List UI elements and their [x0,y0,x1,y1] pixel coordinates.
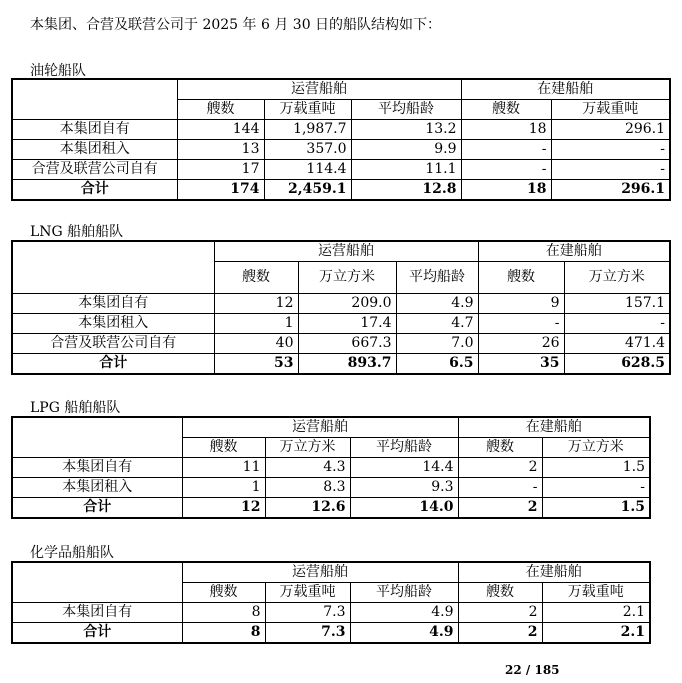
table-header-empty [12,241,214,294]
column-header: 艘数 [214,262,298,294]
page-current: 22 [505,663,522,677]
total-label: 合计 [12,354,214,375]
cell: 13 [177,140,264,160]
cell: 2 [458,603,542,623]
page-number [505,663,560,677]
column-header: 平均船龄 [396,262,478,294]
total-cell: 296.1 [551,180,670,201]
cell: 1.5 [542,458,650,478]
group-header-building: 在建船舶 [458,417,650,438]
row-label: 本集团租入 [12,314,214,334]
group-header-building: 在建船舶 [478,241,670,262]
table-row [12,478,650,498]
column-header: 艘数 [182,438,265,458]
cell: - [461,160,551,180]
group-header-operating: 运营船舶 [214,241,478,262]
lng-fleet-title: LNG 船舶船队 [30,224,124,240]
lng-fleet-table [11,240,671,375]
column-header: 万载重吨 [542,583,650,603]
table-row [12,458,650,478]
column-header: 万载重吨 [264,100,351,120]
table-total-row [12,498,650,519]
cell: 144 [177,120,264,140]
total-cell: 893.7 [298,354,396,375]
column-header: 万载重吨 [551,100,670,120]
intro-text: 本集团、合营及联营公司于 2025 年 6 月 30 日的船队结构如下： [30,17,442,33]
table-row [12,160,670,180]
chem-fleet-table [11,561,651,644]
total-cell: 12 [182,498,265,519]
column-header: 万立方米 [265,438,350,458]
cell: 4.7 [396,314,478,334]
table-header-empty [12,562,182,603]
total-cell: 2 [458,623,542,644]
cell: 11.1 [351,160,461,180]
lpg-fleet-title: LPG 船舶船队 [30,400,121,416]
total-label: 合计 [12,180,177,201]
table-header-empty [12,79,177,120]
page-separator: / [525,663,531,677]
cell: - [551,160,670,180]
cell: 9.3 [350,478,458,498]
table-header-empty [12,417,182,458]
cell: 8.3 [265,478,350,498]
table-row [12,294,670,314]
table-row [12,334,670,354]
cell: - [551,140,670,160]
row-label: 本集团自有 [12,603,182,623]
row-label: 合营及联营公司自有 [12,334,214,354]
cell: 7.3 [265,603,350,623]
group-header-operating: 运营船舶 [182,562,458,583]
cell: - [542,478,650,498]
column-header: 平均船龄 [350,438,458,458]
total-cell: 8 [182,623,265,644]
row-label: 本集团租入 [12,140,177,160]
cell: 17.4 [298,314,396,334]
column-header: 万立方米 [564,262,670,294]
column-header: 艘数 [177,100,264,120]
total-cell: 1.5 [542,498,650,519]
column-header: 平均船龄 [351,100,461,120]
total-cell: 18 [461,180,551,201]
row-label: 本集团自有 [12,294,214,314]
total-cell: 2,459.1 [264,180,351,201]
table-row [12,120,670,140]
cell: - [478,314,564,334]
table-row [12,314,670,334]
group-header-building: 在建船舶 [458,562,650,583]
column-header: 艘数 [458,438,542,458]
total-cell: 53 [214,354,298,375]
row-label: 合营及联营公司自有 [12,160,177,180]
column-header: 艘数 [182,583,265,603]
cell: 1,987.7 [264,120,351,140]
cell: 4.9 [396,294,478,314]
column-header: 艘数 [478,262,564,294]
page-total: 185 [534,663,560,677]
cell: 17 [177,160,264,180]
oil-fleet-title: 油轮船队 [30,63,86,79]
cell: 26 [478,334,564,354]
column-header: 万载重吨 [265,583,350,603]
cell: 7.0 [396,334,478,354]
cell: 40 [214,334,298,354]
cell: 157.1 [564,294,670,314]
cell: 14.4 [350,458,458,478]
cell: 4.9 [350,603,458,623]
cell: 18 [461,120,551,140]
cell: 12 [214,294,298,314]
total-cell: 12.6 [265,498,350,519]
oil-fleet-table [11,78,671,201]
group-header-building: 在建船舶 [461,79,670,100]
row-label: 本集团租入 [12,478,182,498]
total-label: 合计 [12,498,182,519]
total-cell: 12.8 [351,180,461,201]
table-row [12,603,650,623]
total-cell: 6.5 [396,354,478,375]
cell: 4.3 [265,458,350,478]
cell: 1 [214,314,298,334]
table-total-row [12,180,670,201]
cell: - [564,314,670,334]
cell: 8 [182,603,265,623]
table-row [12,140,670,160]
chem-fleet-title: 化学品船船队 [30,545,114,561]
total-cell: 2.1 [542,623,650,644]
cell: 114.4 [264,160,351,180]
table-total-row [12,354,670,375]
cell: 1 [182,478,265,498]
row-label: 本集团自有 [12,120,177,140]
row-label: 本集团自有 [12,458,182,478]
total-cell: 14.0 [350,498,458,519]
column-header: 万立方米 [542,438,650,458]
table-total-row [12,623,650,644]
cell: 11 [182,458,265,478]
total-cell: 2 [458,498,542,519]
cell: 9 [478,294,564,314]
cell: 296.1 [551,120,670,140]
cell: 2.1 [542,603,650,623]
cell: - [461,140,551,160]
column-header: 万立方米 [298,262,396,294]
column-header: 平均船龄 [350,583,458,603]
cell: 2 [458,458,542,478]
cell: - [458,478,542,498]
total-cell: 7.3 [265,623,350,644]
cell: 209.0 [298,294,396,314]
cell: 667.3 [298,334,396,354]
cell: 9.9 [351,140,461,160]
column-header: 艘数 [461,100,551,120]
total-label: 合计 [12,623,182,644]
total-cell: 35 [478,354,564,375]
lpg-fleet-table [11,416,651,519]
group-header-operating: 运营船舶 [177,79,461,100]
total-cell: 628.5 [564,354,670,375]
cell: 357.0 [264,140,351,160]
group-header-operating: 运营船舶 [182,417,458,438]
total-cell: 174 [177,180,264,201]
column-header: 艘数 [458,583,542,603]
cell: 471.4 [564,334,670,354]
total-cell: 4.9 [350,623,458,644]
cell: 13.2 [351,120,461,140]
